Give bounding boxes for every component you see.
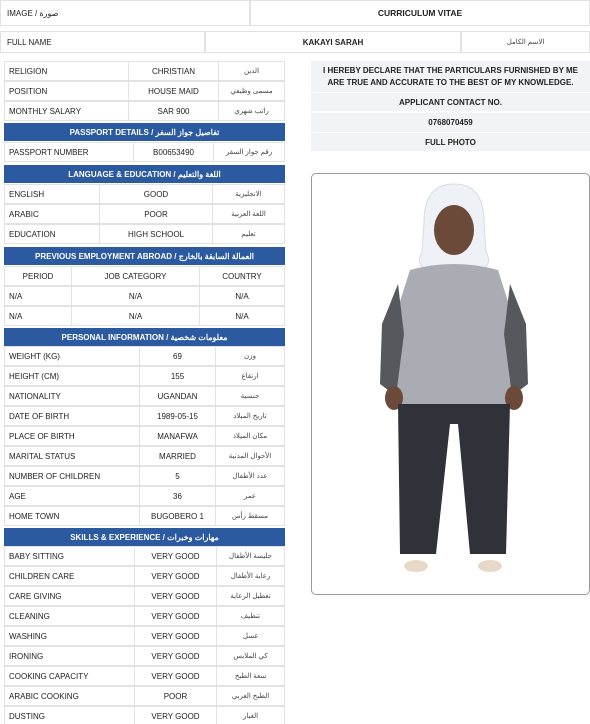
image-label: IMAGE / صورة — [0, 0, 250, 26]
skills-header: SKILLS & EXPERIENCE / مهارات وخبرات — [4, 528, 285, 546]
personal-label-ar: مكان الميلاد — [216, 426, 285, 446]
personal-row — [4, 386, 285, 406]
skills-label: ARABIC COOKING — [4, 686, 135, 706]
full-name-label-ar: الاسم الكامل — [461, 31, 590, 53]
skills-label-ar: جليسة الأطفال — [217, 546, 285, 566]
skills-row — [4, 646, 285, 666]
skills-label-ar: الطبخ العربي — [217, 686, 285, 706]
language-value: HIGH SCHOOL — [100, 224, 213, 244]
skills-label: CHILDREN CARE — [4, 566, 135, 586]
skills-label: IRONING — [4, 646, 135, 666]
skills-label: DUSTING — [4, 706, 135, 724]
personal-value: BUGOBERO 1 — [140, 506, 216, 526]
skills-label: CLEANING — [4, 606, 135, 626]
language-value: POOR — [100, 204, 213, 224]
personal-label-ar: وزن — [216, 346, 285, 366]
personal-label-ar: عدد الأطفال — [216, 466, 285, 486]
skills-label: CARE GIVING — [4, 586, 135, 606]
personal-label: PLACE OF BIRTH — [4, 426, 140, 446]
skills-label-ar: تعطيل الرعاية — [217, 586, 285, 606]
personal-row — [4, 346, 285, 366]
basic-info-row — [4, 81, 285, 101]
skills-value: VERY GOOD — [135, 546, 217, 566]
personal-row — [4, 486, 285, 506]
personal-label: HOME TOWN — [4, 506, 140, 526]
basic-info-label-ar: مسمى وظيفي — [219, 81, 285, 101]
passport-label-ar: رقم جواز السفر — [214, 142, 285, 162]
skills-value: VERY GOOD — [135, 666, 217, 686]
personal-label-ar: تاريخ الميلاد — [216, 406, 285, 426]
basic-info-value: CHRISTIAN — [129, 61, 219, 81]
personal-value: 5 — [140, 466, 216, 486]
skills-label-ar: غسل — [217, 626, 285, 646]
personal-label: DATE OF BIRTH — [4, 406, 140, 426]
language-row — [4, 184, 285, 204]
skills-label: COOKING CAPACITY — [4, 666, 135, 686]
language-label: ARABIC — [4, 204, 100, 224]
person-photo-illustration — [312, 174, 590, 595]
full-photo — [311, 173, 590, 595]
personal-label: AGE — [4, 486, 140, 506]
personal-row — [4, 406, 285, 426]
personal-label-ar: ارتفاع — [216, 366, 285, 386]
employment-column-header: PERIOD — [4, 266, 72, 286]
employment-column-header: JOB CATEGORY — [72, 266, 200, 286]
language-label-ar: اللغة العربية — [213, 204, 285, 224]
skills-row — [4, 686, 285, 706]
employment-header: PREVIOUS EMPLOYMENT ABROAD / العمالة السابقة بالخارج — [4, 247, 285, 265]
skills-value: VERY GOOD — [135, 586, 217, 606]
declaration-text: I HEREBY DECLARE THAT THE PARTICULARS FURNISHED BY ME ARE TRUE AND ACCURATE TO THE BEST OF MY KNOWLEDGE. — [311, 61, 590, 92]
cv-title: CURRICULUM VITAE — [250, 0, 590, 26]
skills-value: VERY GOOD — [135, 566, 217, 586]
skills-value: VERY GOOD — [135, 626, 217, 646]
basic-info-value: HOUSE MAID — [129, 81, 219, 101]
employment-column-header: COUNTRY — [200, 266, 285, 286]
employment-cell: N/A — [200, 306, 285, 326]
employment-row — [4, 286, 285, 306]
personal-row — [4, 506, 285, 526]
personal-row — [4, 426, 285, 446]
personal-label: WEIGHT (KG) — [4, 346, 140, 366]
skills-row — [4, 666, 285, 686]
language-education-header: LANGUAGE & EDUCATION / اللغة والتعليم — [4, 165, 285, 183]
employment-cell: N/A — [4, 286, 72, 306]
language-label-ar: تعليم — [213, 224, 285, 244]
skills-label: WASHING — [4, 626, 135, 646]
basic-info-label: RELIGION — [4, 61, 129, 81]
personal-label-ar: جنسية — [216, 386, 285, 406]
personal-label: NUMBER OF CHILDREN — [4, 466, 140, 486]
basic-info-label: POSITION — [4, 81, 129, 101]
language-label: EDUCATION — [4, 224, 100, 244]
basic-info-label-ar: الدين — [219, 61, 285, 81]
skills-row — [4, 626, 285, 646]
personal-value: 69 — [140, 346, 216, 366]
employment-cell: N/A — [200, 286, 285, 306]
passport-row — [4, 142, 285, 162]
skills-label-ar: الغبار — [217, 706, 285, 724]
language-label: ENGLISH — [4, 184, 100, 204]
language-row — [4, 224, 285, 244]
personal-label-ar: عمر — [216, 486, 285, 506]
basic-info-label: MONTHLY SALARY — [4, 101, 129, 121]
employment-cell: N/A — [72, 286, 200, 306]
skills-row — [4, 586, 285, 606]
personal-label: HEIGHT (CM) — [4, 366, 140, 386]
personal-value: MARRIED — [140, 446, 216, 466]
personal-label: NATIONALITY — [4, 386, 140, 406]
skills-value: POOR — [135, 686, 217, 706]
personal-value: MANAFWA — [140, 426, 216, 446]
personal-header: PERSONAL INFORMATION / معلومات شخصية — [4, 328, 285, 346]
personal-value: 155 — [140, 366, 216, 386]
skills-value: VERY GOOD — [135, 706, 217, 724]
contact-label: APPLICANT CONTACT NO. — [311, 93, 590, 111]
basic-info-row — [4, 101, 285, 121]
full-photo-label: FULL PHOTO — [311, 133, 590, 151]
skills-row — [4, 706, 285, 724]
personal-value: 1989-05-15 — [140, 406, 216, 426]
skills-value: VERY GOOD — [135, 606, 217, 626]
personal-row — [4, 366, 285, 386]
basic-info-row — [4, 61, 285, 81]
personal-value: UGANDAN — [140, 386, 216, 406]
basic-info-label-ar: راتب شهري — [219, 101, 285, 121]
basic-info-value: SAR 900 — [129, 101, 219, 121]
employment-row — [4, 306, 285, 326]
skills-label: BABY SITTING — [4, 546, 135, 566]
language-label-ar: الانجليزية — [213, 184, 285, 204]
personal-label-ar: مسقط رأس — [216, 506, 285, 526]
skills-value: VERY GOOD — [135, 646, 217, 666]
contact-number: 0768070459 — [311, 113, 590, 132]
skills-label-ar: سعة الطبخ — [217, 666, 285, 686]
skills-row — [4, 606, 285, 626]
full-name-value: KAKAYI SARAH — [205, 31, 461, 53]
skills-label-ar: كي الملابس — [217, 646, 285, 666]
personal-row — [4, 446, 285, 466]
language-value: GOOD — [100, 184, 213, 204]
employment-cell: N/A — [4, 306, 72, 326]
passport-label: PASSPORT NUMBER — [4, 142, 134, 162]
full-name-label: FULL NAME — [0, 31, 205, 53]
personal-value: 36 — [140, 486, 216, 506]
skills-label-ar: تنظيف — [217, 606, 285, 626]
skills-row — [4, 546, 285, 566]
personal-label: MARITAL STATUS — [4, 446, 140, 466]
skills-row — [4, 566, 285, 586]
language-row — [4, 204, 285, 224]
personal-row — [4, 466, 285, 486]
passport-value: B00653490 — [134, 142, 214, 162]
employment-cell: N/A — [72, 306, 200, 326]
passport-header: PASSPORT DETAILS / تفاصيل جواز السفر — [4, 123, 285, 141]
skills-label-ar: رعاية الأطفال — [217, 566, 285, 586]
employment-columns — [4, 266, 285, 286]
personal-label-ar: الأحوال المدنية — [216, 446, 285, 466]
